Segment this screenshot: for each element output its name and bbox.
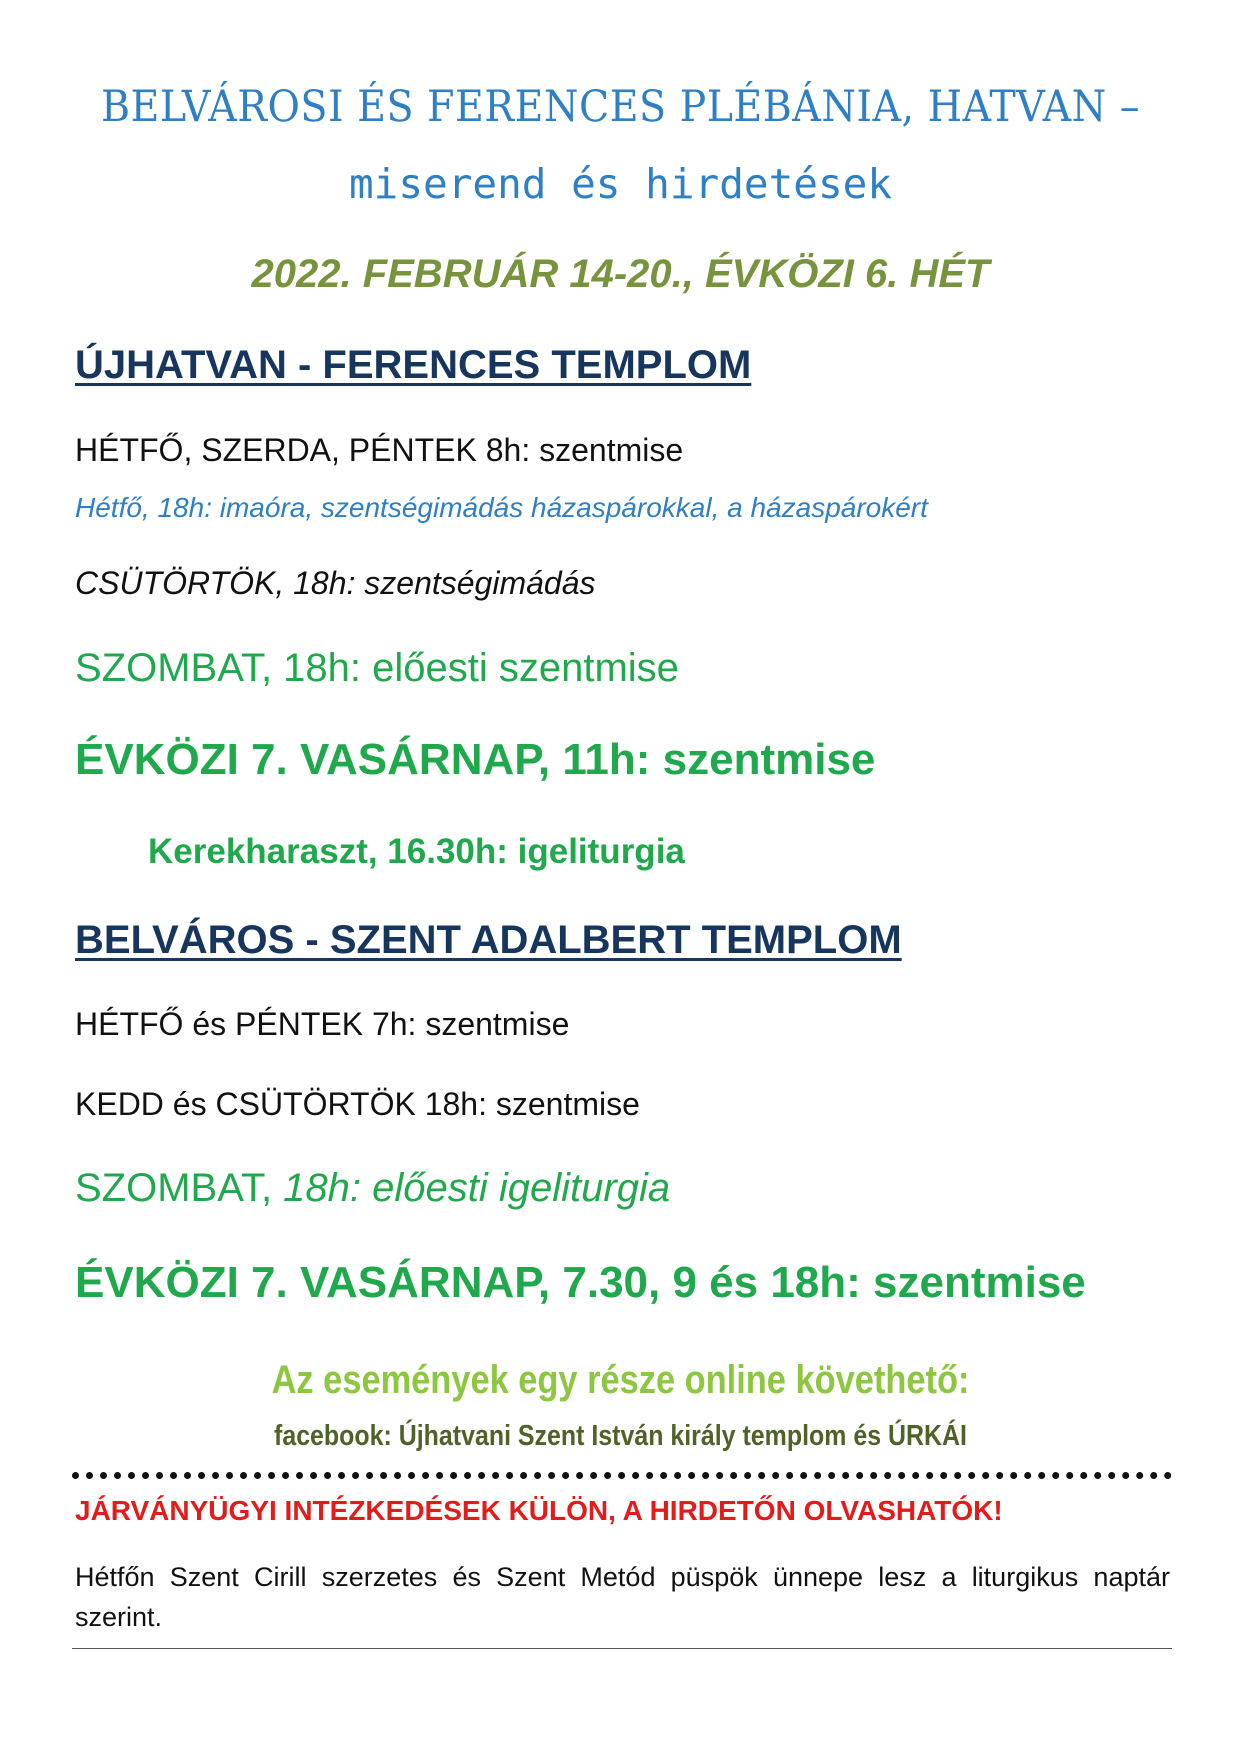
kerekharaszt-liturgy: Kerekharaszt, 16.30h: igeliturgia — [148, 832, 685, 871]
parish-subtitle: miserend és hirdetések — [348, 160, 893, 208]
ujhatvan-saturday: SZOMBAT, 18h: előesti szentmise — [75, 646, 679, 690]
belvaros-sunday: ÉVKÖZI 7. VASÁRNAP, 7.30, 9 és 18h: szentmise — [75, 1258, 1086, 1307]
ujhatvan-sunday: ÉVKÖZI 7. VASÁRNAP, 11h: szentmise — [75, 735, 876, 784]
belvaros-saturday-time: 18h: előesti igeliturgia — [283, 1166, 671, 1210]
ujhatvan-thursday: CSÜTÖRTÖK, 18h: szentségimádás — [75, 565, 596, 601]
feast-notice: Hétfőn Szent Cirill szerzetes és Szent Metód püspök ünnepe lesz a liturgikus naptár szerint. — [75, 1562, 1170, 1632]
week-heading: 2022. FEBRUÁR 14-20., ÉVKÖZI 6. HÉT — [251, 252, 990, 296]
epidemic-warning: JÁRVÁNYÜGYI INTÉZKEDÉSEK KÜLÖN, A HIRDETŐN OLVASHATÓK! — [75, 1495, 1003, 1526]
ujhatvan-monday-prayer: Hétfő, 18h: imaóra, szentségimádás házaspárokkal, a házaspárokért — [75, 492, 928, 523]
belvaros-saturday — [75, 1166, 670, 1211]
belvaros-tuesday-thursday: KEDD és CSÜTÖRTÖK 18h: szentmise — [75, 1086, 640, 1122]
ujhatvan-heading: ÚJHATVAN - FERENCES TEMPLOM — [75, 343, 752, 387]
facebook-info: facebook: Újhatvani Szent István király templom és ÚRKÁI — [274, 1420, 967, 1452]
online-title: Az események egy része online követhető: — [271, 1358, 970, 1402]
belvaros-saturday-day: SZOMBAT, — [75, 1166, 284, 1210]
belvaros-monday-friday: HÉTFŐ és PÉNTEK 7h: szentmise — [75, 1006, 570, 1042]
dotted-divider — [72, 1472, 1172, 1479]
bottom-divider — [72, 1648, 1172, 1649]
parish-title: BELVÁROSI ÉS FERENCES PLÉBÁNIA, HATVAN – — [101, 82, 1140, 132]
belvaros-heading: BELVÁROS - SZENT ADALBERT TEMPLOM — [75, 918, 902, 962]
ujhatvan-weekday-mass: HÉTFŐ, SZERDA, PÉNTEK 8h: szentmise — [75, 432, 684, 468]
